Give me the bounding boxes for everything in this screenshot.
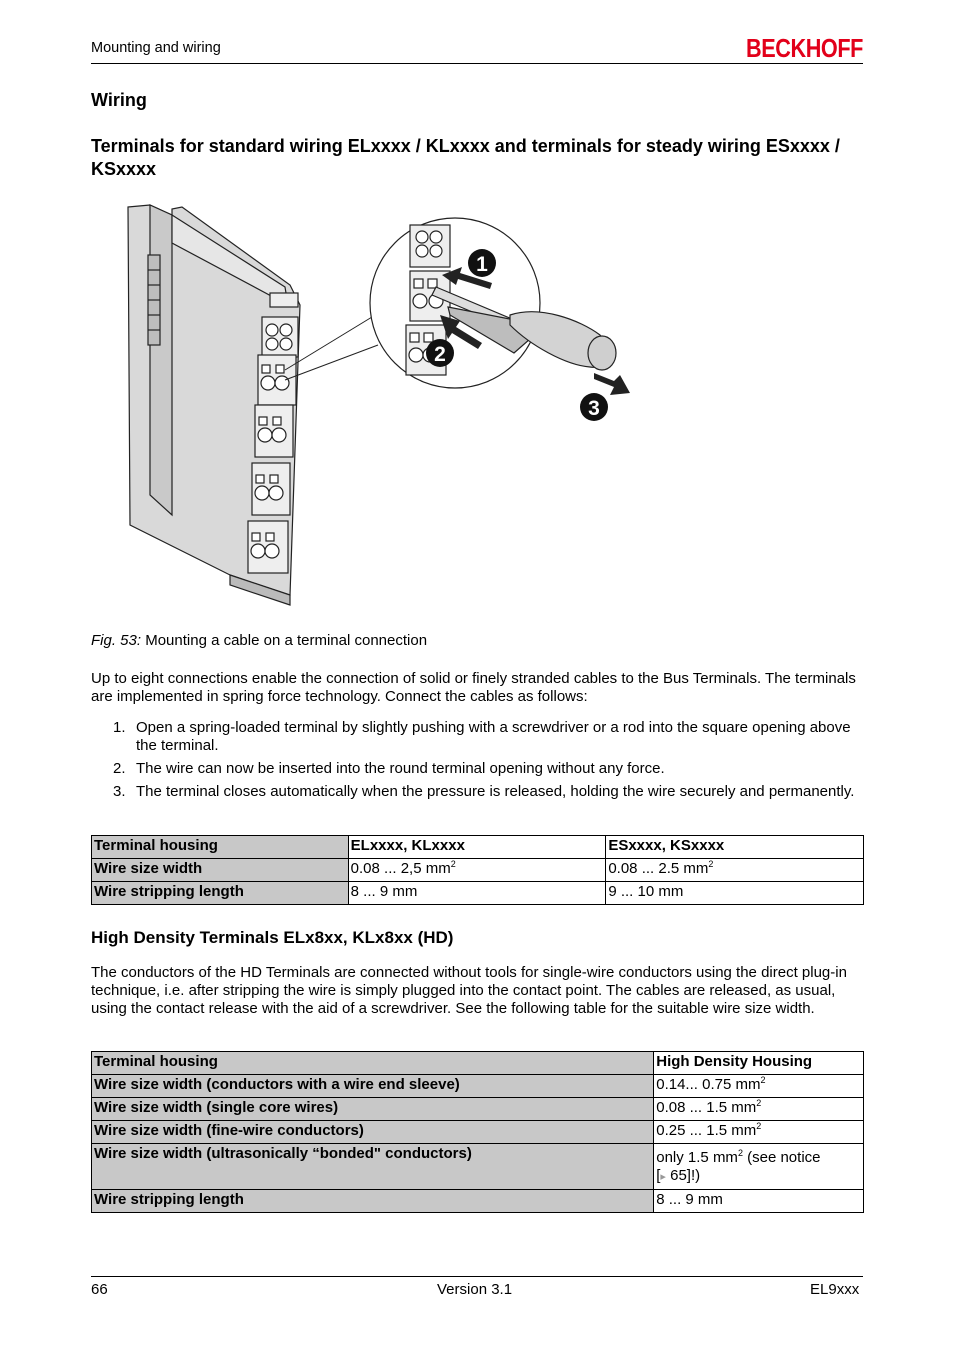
wire-size-table-hd [91, 1051, 864, 1213]
table-cell: 0.08 ... 1.5 $mm^2$ [654, 1098, 864, 1121]
table-header-cell: Terminal housing [92, 1052, 654, 1075]
table-header-cell: Terminal housing [92, 836, 349, 859]
intro-paragraph: Up to eight connections enable the connection of solid or finely stranded cables to the Bus Terminals. The terminals are implemented in spring force technology. Connect the cables as follows: [91, 670, 856, 705]
link-arrow-icon: ▸ [660, 1171, 666, 1183]
table-cell: 8 ... 9 mm [654, 1190, 864, 1213]
step-badge-1 [468, 249, 496, 277]
wire-size-table-standard [91, 835, 864, 905]
table-cell: 0.08 ... 2,5 $mm^2$ [348, 859, 606, 882]
footer-version: Version 3.1 [437, 1281, 513, 1298]
bus-terminal-body [128, 205, 300, 605]
step-badge-2 [426, 339, 454, 367]
heading-standard-wiring: Terminals for standard wiring ELxxxx / KLxxxx and terminals for steady wiring ESxxxx / KSxxxx [91, 136, 840, 179]
step-number: 2. [113, 760, 126, 777]
step-badge-1-label: 1 [476, 253, 488, 276]
step-item [91, 760, 863, 778]
table-row-label: Wire size width (conductors with a wire end sleeve) [92, 1075, 654, 1098]
table-header-cell: High Density Housing [654, 1052, 864, 1075]
table-row-label: Wire size width (ultrasonically “bonded" conductors) [92, 1144, 654, 1190]
table-header-cell: ESxxxx, KSxxxx [606, 836, 864, 859]
step-item [91, 719, 863, 755]
step-badge-2-label: 2 [434, 343, 446, 366]
step-badge-3 [580, 393, 608, 421]
table-cell: 0.14... 0.75 $mm^2$ [654, 1075, 864, 1098]
table-row-label: Wire size width [92, 859, 349, 882]
step-number: 3. [113, 783, 126, 800]
steps-list [91, 719, 863, 806]
table-row [92, 1121, 864, 1144]
footer-product: EL9xxx [810, 1281, 860, 1298]
footer-page-number: 66 [91, 1281, 108, 1298]
table-header-cell: ELxxxx, KLxxxx [348, 836, 606, 859]
table-row [92, 1098, 864, 1121]
beckhoff-logo-text: BECKHOFF [746, 33, 863, 63]
figure-terminal-wiring [110, 195, 640, 615]
table-cell: only 1.5 $mm^2$ (see notice [▸ 65]!) [654, 1144, 864, 1190]
table-header-row [92, 836, 864, 859]
step-text: The terminal closes automatically when the pressure is released, holding the wire securely and permanently. [136, 783, 855, 800]
step-text: The wire can now be inserted into the round terminal opening without any force. [136, 760, 665, 777]
table-row-label: Wire stripping length [92, 1190, 654, 1213]
step-item [91, 783, 863, 801]
table-row [92, 1144, 864, 1190]
table-cell: 0.25 ... 1.5 $mm^2$ [654, 1121, 864, 1144]
figure-caption [91, 632, 427, 649]
step-badge-3-label: 3 [588, 397, 600, 420]
hd-paragraph: The conductors of the HD Terminals are connected without tools for single-wire conductors using the direct plug-in technique, i.e. after stripping the wire is simply plugged into the contact point. The cables are released, as usual, using the contact release with the aid of a screwdriver. See the following table for the suitable wire size width. [91, 964, 847, 1017]
table-row [92, 1190, 864, 1213]
table-row [92, 1075, 864, 1098]
table-row-label: Wire size width (fine-wire conductors) [92, 1121, 654, 1144]
terminal-illustration [110, 195, 640, 615]
figure-caption-text: Mounting a cable on a terminal connection [145, 632, 428, 649]
step-number: 1. [113, 719, 126, 736]
footer-rule [91, 1276, 863, 1277]
table-row-label: Wire size width (single core wires) [92, 1098, 654, 1121]
table-cell: 8 ... 9 mm [348, 882, 606, 905]
header-section-title: Mounting and wiring [91, 40, 221, 56]
heading-wiring: Wiring [91, 90, 147, 110]
heading-high-density: High Density Terminals ELx8xx, KLx8xx (HD) [91, 928, 454, 947]
header-rule [91, 63, 863, 64]
table-cell: 0.08 ... 2.5 $mm^2$ [606, 859, 864, 882]
table-row-label: Wire stripping length [92, 882, 349, 905]
table-cell: 9 ... 10 mm [606, 882, 864, 905]
table-row [92, 859, 864, 882]
figure-label: Fig. 53: [91, 632, 142, 649]
notice-page-link[interactable]: [▸ 65]!) [656, 1167, 701, 1184]
table-row [92, 882, 864, 905]
step-text: Open a spring-loaded terminal by slightly pushing with a screwdriver or a rod into the square opening above the terminal. [136, 719, 851, 754]
table-header-row [92, 1052, 864, 1075]
beckhoff-logo [746, 34, 864, 62]
